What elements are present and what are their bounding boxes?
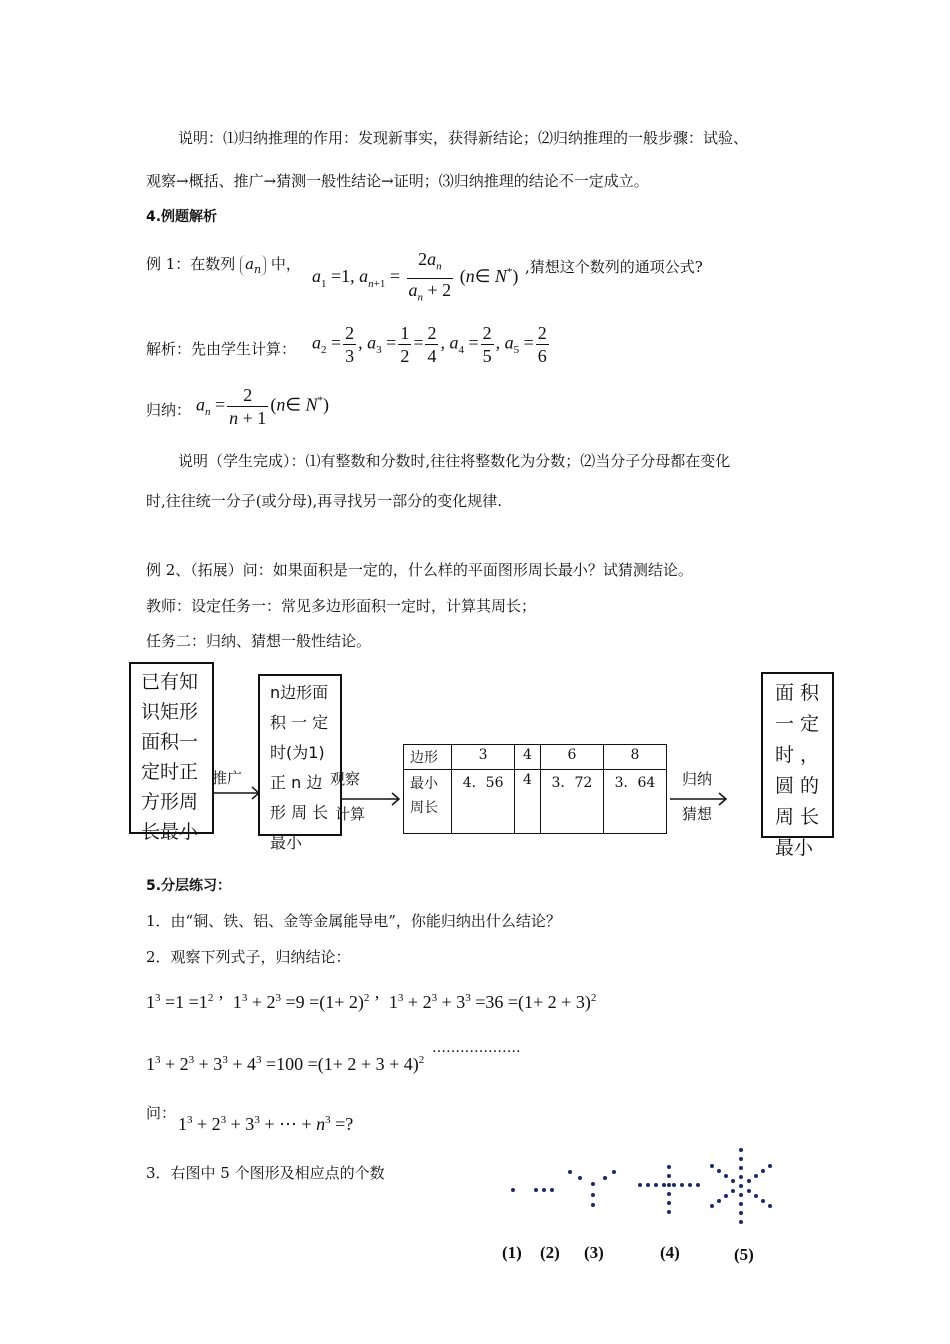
dot xyxy=(724,1174,728,1178)
dot xyxy=(754,1194,758,1198)
dot xyxy=(603,1176,607,1180)
dot xyxy=(511,1188,515,1192)
dot xyxy=(667,1210,671,1214)
solution-formula: $a_2$ = $\frac{2}{3}$ , $a_3$ = $\frac{1}{2}$ = $\frac{2}{4}$ , $a_4$ = $\frac{2}{5}$ , $a_5$ = $\frac{2}{6}$ xyxy=(312,323,547,366)
question-3: 3．右图中 5 个图形及相应点的个数 xyxy=(146,1164,385,1182)
dot xyxy=(739,1184,743,1188)
figure-label: (3) xyxy=(584,1243,604,1262)
dot xyxy=(591,1193,595,1197)
sum-of-cubes-equation-line-2: $1^3 + 2^3 + 3^3 + 4^3 =100 =(1+ 2 + 3 + 4)^2$ xyxy=(146,1054,425,1074)
dot xyxy=(710,1164,714,1168)
dot xyxy=(739,1166,743,1170)
example-1-prefix: 例 1：在数列 xyxy=(146,255,236,273)
table-cell: 3 xyxy=(452,745,515,770)
teacher-task-1: 教师：设定任务一：常见多边形面积一定时，计算其周长； xyxy=(146,597,537,615)
dot xyxy=(754,1174,758,1178)
dot xyxy=(747,1179,751,1183)
question-2: 2．观察下列式子，归纳结论： xyxy=(146,948,351,966)
table-cell: 3．72 xyxy=(540,770,603,834)
table-cell: 4 xyxy=(515,745,541,770)
recurrence-formula: $a_1 =1$, $a_{n+1}$ = $\frac{2a_n}{a_n + 2}$ (n∈ N*) xyxy=(312,249,519,304)
dot xyxy=(739,1220,743,1224)
dot xyxy=(696,1183,700,1187)
box2-line: 积 一 定 xyxy=(270,713,329,732)
box2-line: 最小 xyxy=(270,833,303,852)
dot xyxy=(761,1169,765,1173)
box4-line: 最小 xyxy=(775,837,814,859)
figure-label: (5) xyxy=(734,1245,754,1264)
solution-prefix: 解析：先由学生计算： xyxy=(146,340,297,358)
dot xyxy=(768,1164,772,1168)
box1-line: 定时正 xyxy=(141,761,199,783)
table-cell: 6 xyxy=(540,745,603,770)
dot xyxy=(717,1169,721,1173)
dot xyxy=(578,1176,582,1180)
dot xyxy=(724,1194,728,1198)
dot xyxy=(747,1189,751,1193)
box4-line: 圆 的 xyxy=(775,775,820,797)
dot xyxy=(710,1204,714,1208)
dot xyxy=(638,1183,642,1187)
box4-line: 时 ， xyxy=(775,744,820,766)
example-2: 例 2、（拓展）问：如果面积是一定的，什么样的平面图形周长最小？试猜测结论。 xyxy=(146,561,693,579)
dot xyxy=(654,1183,658,1187)
dot xyxy=(739,1193,743,1197)
sequence-symbol: $a_n$ xyxy=(240,255,266,276)
dot xyxy=(612,1170,616,1174)
box2-line: 形 周 长 xyxy=(270,803,329,822)
arrow-observe-label-bottom: 计算 xyxy=(335,805,366,823)
dot xyxy=(550,1188,554,1192)
figure-label: (1) xyxy=(502,1243,522,1262)
dot xyxy=(739,1175,743,1179)
dot xyxy=(646,1183,650,1187)
ellipsis: ………………. xyxy=(432,1040,521,1056)
arrow-induct-label-top: 归纳 xyxy=(682,770,713,788)
dot xyxy=(761,1199,765,1203)
box2-line: n边形面 xyxy=(270,683,329,702)
question-1: 1．由“铜、铁、铝、金等金属能导电”，你能归纳出什么结论？ xyxy=(146,912,561,930)
dot xyxy=(717,1199,721,1203)
section-5-heading: 5.分层练习： xyxy=(146,878,232,894)
dot xyxy=(662,1183,666,1187)
note-line-1: 说明：⑴归纳推理的作用：发现新事实，获得新结论；⑵归纳推理的一般步骤：试验、 xyxy=(178,129,749,147)
perimeter-table xyxy=(403,744,667,834)
task-2: 任务二：归纳、猜想一般性结论。 xyxy=(146,632,372,650)
induction-prefix: 归纳： xyxy=(146,401,192,419)
sum-of-cubes-equations-line-1: $1^3 =1 =1^2$ ’ $1^3 + 2^3 =9 =(1+ 2)^2$ ’ $1^3 + 2^3 + 3^3 =36 =(1+ 2 + 3)^2$ xyxy=(146,992,597,1012)
dot xyxy=(731,1189,735,1193)
table-cell: 3．64 xyxy=(603,770,666,834)
dot xyxy=(534,1188,538,1192)
table-cell: 8 xyxy=(603,745,666,770)
example-1-mid: 中， xyxy=(270,255,301,273)
known-knowledge-box xyxy=(129,662,214,843)
box2-line: 正 n 边 xyxy=(270,773,323,792)
box4-line: 面 积 xyxy=(775,682,820,704)
dot xyxy=(542,1188,546,1192)
table-row xyxy=(404,745,667,770)
dot xyxy=(568,1170,572,1174)
table-cell: 最小 周长 xyxy=(404,770,452,834)
dot xyxy=(688,1183,692,1187)
table-cell: 4 xyxy=(515,770,541,834)
section-4-heading: 4.例题解析 xyxy=(146,209,218,225)
dot xyxy=(731,1179,735,1183)
dot xyxy=(591,1203,595,1207)
dot xyxy=(739,1157,743,1161)
arrow-induct-label-bottom: 猜想 xyxy=(682,805,713,823)
arrow-generalize-label: 推广 xyxy=(212,769,243,787)
dot xyxy=(768,1204,772,1208)
dot xyxy=(680,1183,684,1187)
box1-line: 方形周 xyxy=(141,791,199,813)
example-1-suffix: ,猜想这个数列的通项公式? xyxy=(525,258,703,276)
polygon-box xyxy=(258,674,342,852)
dot xyxy=(667,1165,671,1169)
ask-label: 问： xyxy=(146,1104,177,1122)
dot xyxy=(739,1211,743,1215)
dot xyxy=(739,1202,743,1206)
dot xyxy=(667,1183,671,1187)
dot xyxy=(667,1174,671,1178)
table-cell: 边形 xyxy=(404,745,452,770)
table-cell: 4．56 xyxy=(452,770,515,834)
box1-line: 面积一 xyxy=(141,731,199,753)
dot xyxy=(591,1182,595,1186)
figure-label: (2) xyxy=(540,1243,560,1262)
note2-line-2: 时,往往统一分子(或分母),再寻找另一部分的变化规律. xyxy=(146,492,503,510)
induction-formula: $a_n$ = $\frac{2}{n + 1}$ (n∈ N*) xyxy=(196,385,330,428)
dot xyxy=(667,1192,671,1196)
figure-label: (4) xyxy=(660,1243,680,1262)
conclusion-box xyxy=(761,672,834,859)
box1-line: 已有知 xyxy=(141,671,199,693)
table-row xyxy=(404,770,667,834)
question-formula: $1^3 + 2^3 + 3^3$ + ⋯ + $n^3$ =? xyxy=(178,1114,354,1134)
box4-line: 周 长 xyxy=(775,806,820,828)
note-line-2: 观察→概括、推广→猜测一般性结论→证明；⑶归纳推理的结论不一定成立。 xyxy=(146,172,649,190)
dot xyxy=(739,1148,743,1152)
box1-line: 长最小 xyxy=(141,821,199,843)
dot xyxy=(667,1201,671,1205)
note2-line-1: 说明（学生完成）：⑴有整数和分数时,往往将整数化为分数；⑵当分子分母都在变化 xyxy=(178,452,731,470)
arrow-observe-label-top: 观察 xyxy=(330,770,361,788)
example-1 xyxy=(146,253,301,276)
box2-line: 时(为1) xyxy=(270,743,325,762)
box1-line: 识矩形 xyxy=(141,701,199,723)
dot xyxy=(672,1183,676,1187)
box4-line: 一 定 xyxy=(775,713,820,735)
